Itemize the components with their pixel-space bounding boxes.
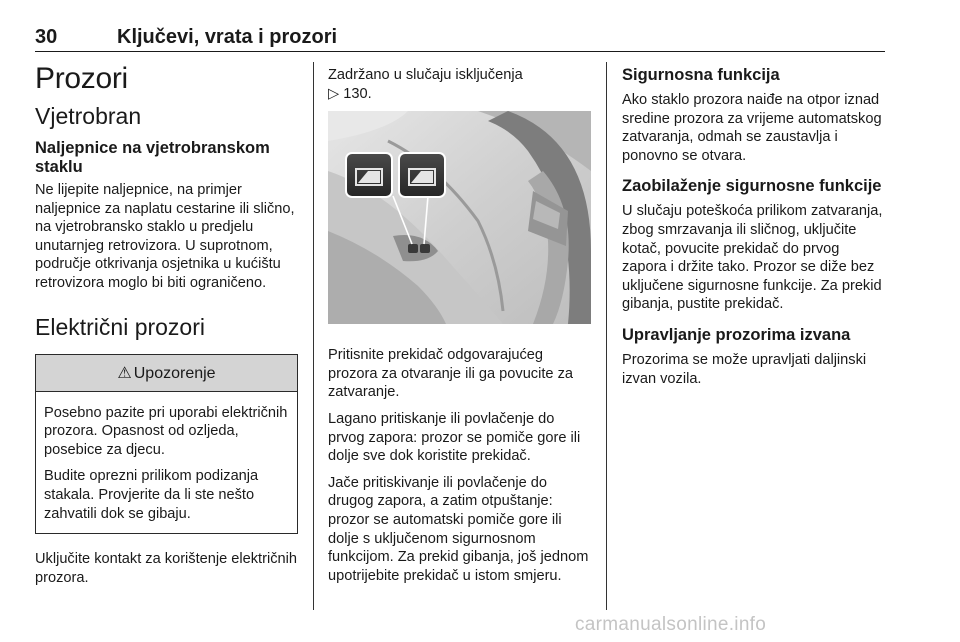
page-title: Prozori xyxy=(35,62,128,95)
page-reference-arrow-icon: ▷ xyxy=(328,85,340,102)
paragraph-second-detent: Jače pritiskivanje ili povlačenje do drugog zapora, a zatim otpuštanje: prozor se automatski pomiče gore ili dolje s uključenom sigurnosnom funkcijom. Za prekid gibanja, još jednom upotrijebite prekidač u istom smjeru. xyxy=(328,474,589,584)
page-reference: 130. xyxy=(343,85,372,102)
paragraph-stickers: Ne lijepite naljepnice, na primjer naljepnice za naplatu cestarine ili slično, na vjetrobransko staklo u predjelu unutarnjeg retrovizora. U suprotnom, područje otkrivanja osjetnika u kućištu retrovizora moglo bi biti ograničeno. xyxy=(35,182,295,291)
watermark: carmanualsonline.info xyxy=(575,614,767,635)
window-switch-photo xyxy=(328,111,591,324)
warning-paragraph: Posebno pazite pri uporabi električnih prozora. Opasnost od ozljeda, posebice za djecu. xyxy=(44,404,288,458)
chapter-title: Ključevi, vrata i prozori xyxy=(117,26,338,48)
column-divider xyxy=(313,62,314,610)
page-number: 30 xyxy=(35,26,58,48)
heading-override-safety: Zaobilaženje sigurnosne funkcije xyxy=(622,177,882,196)
paragraph-retained-power: Zadržano u slučaju isključenja ▷ 130. xyxy=(328,67,523,102)
paragraph-override-safety: U slučaju poteškoća prilikom zatvaranja, zbog smrzavanja ili sličnog, uključite kotač, povucite prekidač do prvog zapora i držite tako. Prozor se diže bez uključene sigurnosne funkcije. Za prekid gibanja, pustite prekidač. xyxy=(622,203,883,313)
paragraph-remote-operation: Prozorima se može upravljati daljinski izvan vozila. xyxy=(622,351,867,387)
warning-paragraph: Budite oprezni prilikom podizanja stakala. Provjerite da li ste nešto zahvatili dok se gibaju. xyxy=(44,468,259,522)
warning-box xyxy=(35,354,298,535)
column-middle xyxy=(328,66,593,585)
page-header xyxy=(35,26,885,52)
paragraph-safety-function: Ako staklo prozora naiđe na otpor iznad sredine prozora za vrijeme automatskog zatvaranja, odmah se zaustavlja i ponovno se otvara. xyxy=(622,92,882,164)
subsection-heading-stickers: Naljepnice na vjetrobranskom staklu xyxy=(35,139,270,176)
paragraph-press-switch: Pritisnite prekidač odgovarajućeg prozora za otvaranje ili ga povucite za zatvaranje. xyxy=(328,347,573,401)
paragraph-ignition: Uključite kontakt za korištenje električnih prozora. xyxy=(35,551,297,586)
column-right xyxy=(622,66,887,388)
heading-remote-operation: Upravljanje prozorima izvana xyxy=(622,325,851,344)
column-divider xyxy=(606,62,607,610)
section-heading-power-windows: Električni prozori xyxy=(35,313,205,340)
paragraph-first-detent: Lagano pritiskanje ili povlačenje do prvog zapora: prozor se pomiče gore ili dolje sve dok koristite prekidač. xyxy=(328,410,581,465)
column-left xyxy=(35,62,300,587)
section-heading-windscreen: Vjetrobran xyxy=(35,103,142,129)
warning-title: Upozorenje xyxy=(133,364,216,382)
warning-header xyxy=(36,355,297,392)
heading-safety-function: Sigurnosna funkcija xyxy=(622,66,780,84)
warning-body xyxy=(36,392,297,534)
warning-triangle-icon: ⚠ xyxy=(117,364,132,382)
